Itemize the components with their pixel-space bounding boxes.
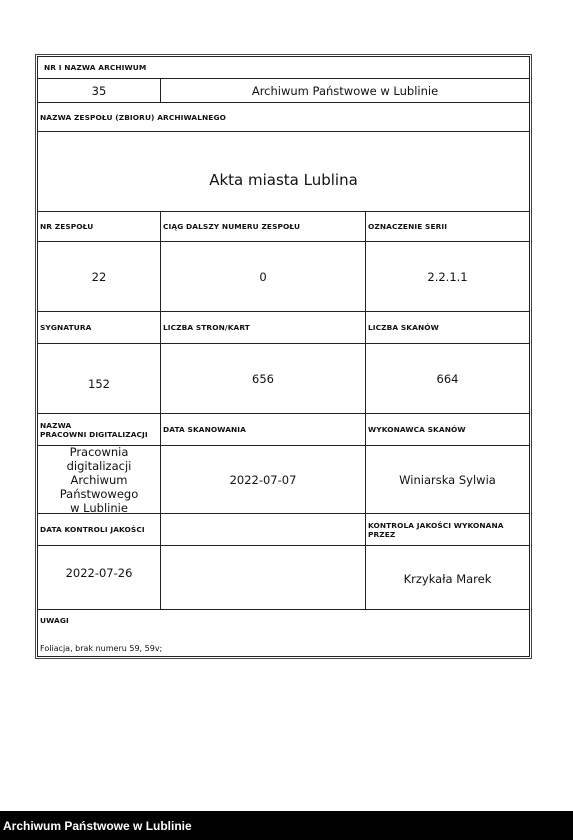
notes-cell [38, 610, 529, 658]
quality-date-label-cell [38, 514, 160, 545]
operator-label: WYKONAWCA SKANÓW [368, 425, 466, 434]
quality-date-value: 2022-07-26 [65, 565, 133, 580]
archive-number: 35 [91, 83, 107, 98]
fonds-labels-row [38, 212, 529, 242]
archive-label: NR I NAZWA ARCHIWUM [44, 63, 147, 72]
archive-name: Archiwum Państwowe w Lublinie [251, 83, 439, 98]
notes-value: Foliacja, brak numeru 59, 59v; [40, 644, 163, 653]
archive-footer-bar [0, 811, 573, 840]
scans-value: 664 [436, 371, 459, 386]
scan-date-cell [160, 446, 365, 513]
signature-label-cell [38, 312, 160, 343]
unit-values-row [38, 344, 529, 414]
fonds-number-label: NR ZESPOŁU [40, 222, 94, 231]
quality-labels-row [38, 514, 529, 546]
archive-label-cell [38, 57, 529, 78]
lab-value-cell [38, 446, 160, 513]
pages-cell [160, 344, 365, 413]
series-value: 2.2.1.1 [427, 269, 468, 284]
quality-empty-cell [160, 546, 365, 609]
unit-labels-row [38, 312, 529, 344]
signature-cell [38, 344, 160, 413]
lab-value-line2: Archiwum Państwowego [59, 472, 139, 501]
notes-row [38, 610, 529, 658]
fonds-name-label: NAZWA ZESPOŁU (ZBIORU) ARCHIWALNEGO [40, 112, 227, 122]
archive-number-cell [38, 79, 160, 102]
lab-value-line1: Pracownia digitalizacji [66, 444, 132, 473]
fonds-number-cell [38, 242, 160, 311]
quality-by-cell [365, 546, 529, 609]
scan-date-label: DATA SKANOWANIA [163, 425, 246, 434]
fonds-number-value: 22 [91, 269, 107, 284]
footer-text: Archiwum Państwowe w Lublinie [3, 818, 192, 833]
quality-empty-label-cell [160, 514, 365, 545]
fonds-name-label-cell [38, 103, 529, 131]
scan-date-value: 2022-07-07 [229, 472, 297, 487]
archive-name-cell [160, 79, 529, 102]
operator-cell [365, 446, 529, 513]
pages-label-cell [160, 312, 365, 343]
fonds-continuation-cell [160, 242, 365, 311]
notes-label: UWAGI [40, 616, 69, 625]
metadata-table [37, 56, 530, 657]
quality-date-cell [38, 546, 160, 609]
scan-date-label-cell [160, 414, 365, 445]
metadata-sheet [35, 54, 532, 659]
quality-values-row [38, 546, 529, 610]
fonds-name-value-row [38, 132, 529, 212]
fonds-number-label-cell [38, 212, 160, 241]
digitization-values-row [38, 446, 529, 514]
signature-value: 152 [88, 376, 110, 391]
fonds-name-label-row [38, 103, 529, 132]
quality-by-value: Krzykała Marek [403, 571, 492, 586]
series-cell [365, 242, 529, 311]
scans-label-cell [365, 312, 529, 343]
pages-label: LICZBA STRON/KART [163, 323, 250, 332]
quality-by-label-line2: PRZEZ [368, 529, 396, 539]
fonds-continuation-label: CIĄG DALSZY NUMERU ZESPOŁU [163, 222, 301, 231]
fonds-name-value: Akta miasta Lublina [209, 170, 358, 189]
fonds-continuation-value: 0 [259, 269, 267, 284]
quality-by-label-line1: KONTROLA JAKOŚCI WYKONANA [368, 520, 504, 530]
lab-label-cell [38, 414, 160, 445]
series-label-cell [365, 212, 529, 241]
digitization-labels-row [38, 414, 529, 446]
fonds-values-row [38, 242, 529, 312]
quality-by-label-cell [365, 514, 529, 545]
signature-label: SYGNATURA [40, 323, 92, 332]
archive-value-row [38, 79, 529, 103]
lab-value-line3: w Lublinie [70, 500, 128, 515]
scans-cell [365, 344, 529, 413]
fonds-continuation-label-cell [160, 212, 365, 241]
quality-date-label: DATA KONTROLI JAKOŚCI [40, 525, 145, 534]
operator-label-cell [365, 414, 529, 445]
lab-label-line1: NAZWA [40, 420, 72, 430]
scans-label: LICZBA SKANÓW [368, 323, 439, 332]
pages-value: 656 [252, 371, 274, 386]
series-label: OZNACZENIE SERII [368, 222, 448, 231]
archive-label-row [38, 57, 529, 79]
lab-label-line2: PRACOWNI DIGITALIZACJI [40, 429, 148, 439]
fonds-name-value-cell [38, 132, 529, 211]
operator-value: Winiarska Sylwia [399, 472, 496, 487]
